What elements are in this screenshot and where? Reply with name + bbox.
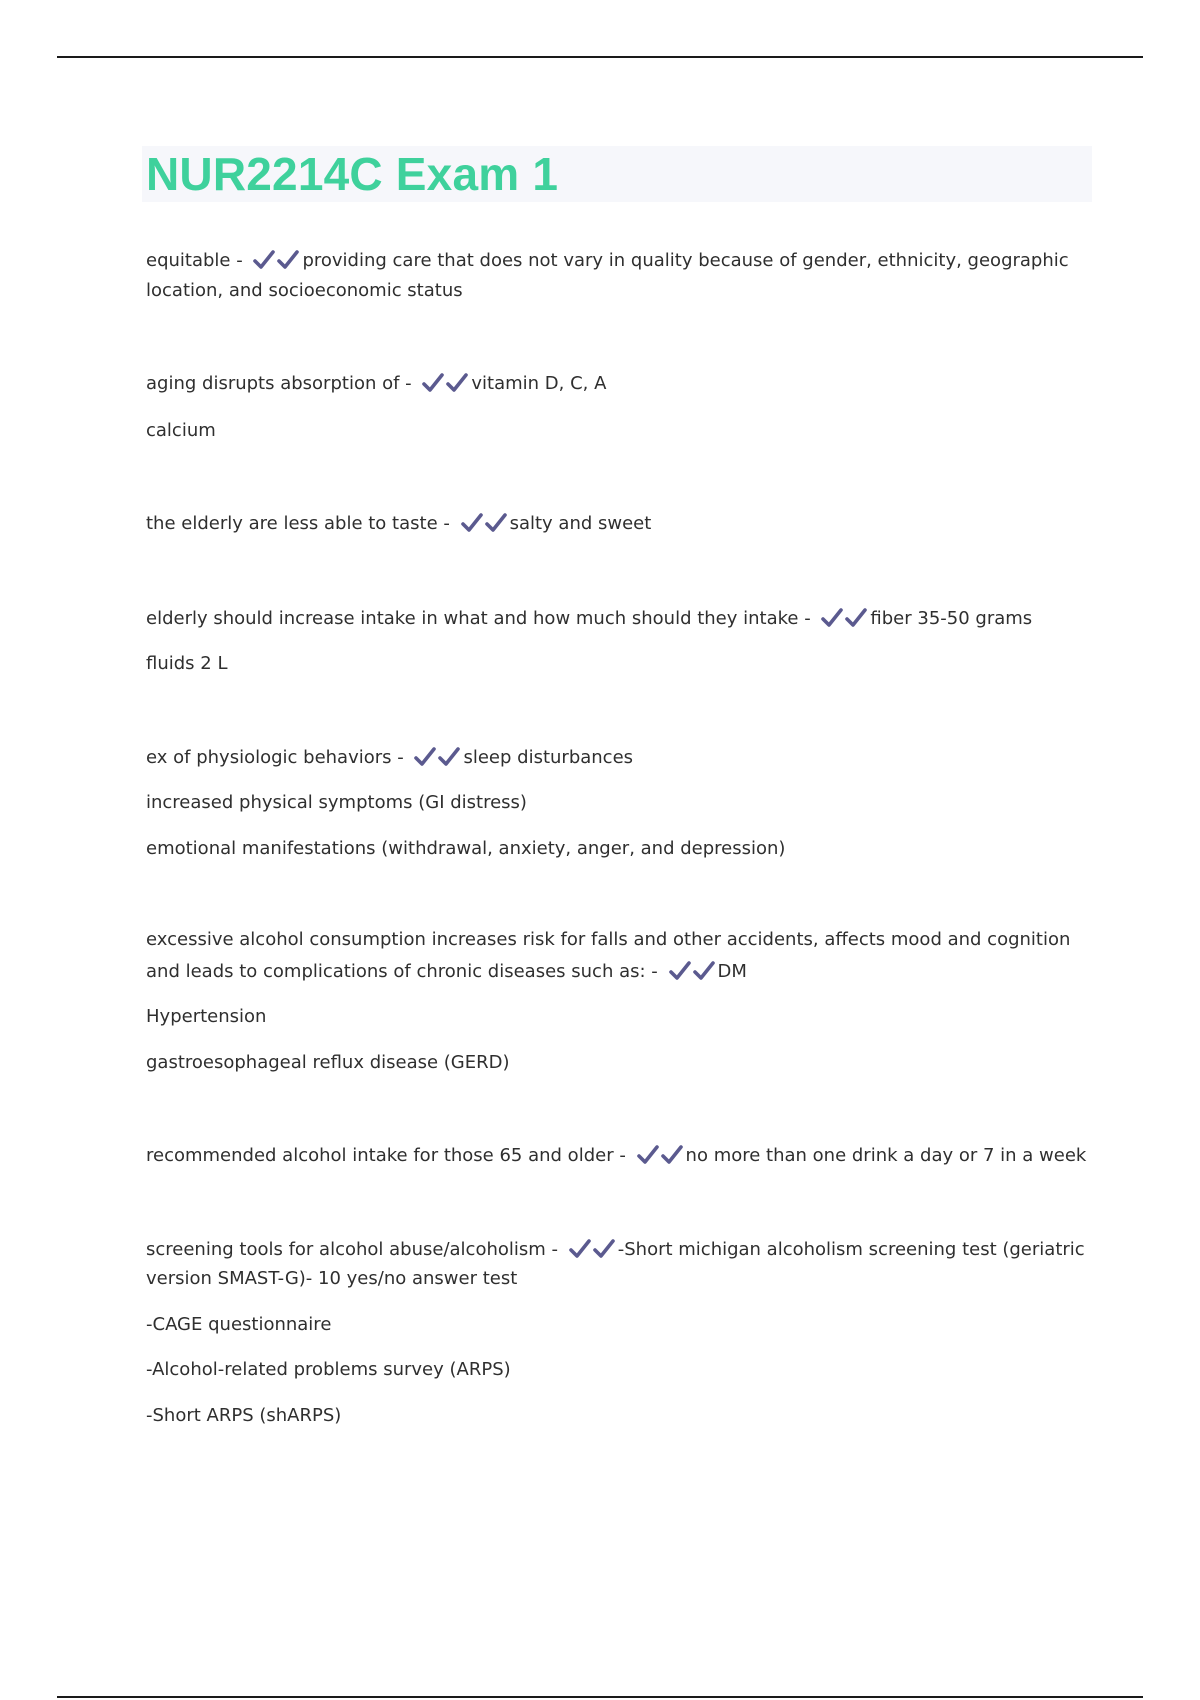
double-check-icon [668,960,716,990]
flashcard-2 [146,369,1096,402]
double-check-icon [460,512,508,542]
double-check-icon [413,746,461,776]
flashcard-4 [146,604,1096,637]
term-6: and leads to complications of chronic diseases such as: - [146,961,664,982]
term-8: screening tools for alcohol abuse/alcoholism - [146,1239,564,1260]
check-icon [413,746,437,768]
check-icon [592,1238,616,1260]
answer-1: providing care that does not vary in quality because of gender, ethnicity, geographic [302,250,1069,271]
term-1: equitable - [146,250,249,271]
check-icon [668,960,692,982]
check-icon [820,607,844,629]
answer-6-extra-1: Hypertension [146,1006,267,1027]
term-4: elderly should increase intake in what and how much should they intake - [146,608,817,629]
flashcard-3 [146,509,1096,542]
check-icon [460,512,484,534]
term-5: ex of physiologic behaviors - [146,747,410,768]
term-7: recommended alcohol intake for those 65 and older - [146,1145,632,1166]
flashcard-5 [146,743,1096,776]
check-icon [844,607,868,629]
double-check-icon [252,249,300,279]
check-icon [276,249,300,271]
check-icon [636,1144,660,1166]
answer-8-continued: version SMAST-G)- 10 yes/no answer test [146,1268,518,1289]
double-check-icon [421,372,469,402]
answer-6: DM [717,961,747,982]
check-icon [445,372,469,394]
answer-3: salty and sweet [509,513,652,534]
term-2: aging disrupts absorption of - [146,373,418,394]
check-icon [437,746,461,768]
term-3: the elderly are less able to taste - [146,513,456,534]
answer-8-extra-3: -Short ARPS (shARPS) [146,1405,342,1426]
document-title: NUR2214C Exam 1 [146,148,559,200]
answer-8: -Short michigan alcoholism screening test (geriatric [617,1239,1085,1260]
answer-2-extra-1: calcium [146,420,216,441]
answer-7: no more than one drink a day or 7 in a week [685,1145,1087,1166]
answer-5-extra-2: emotional manifestations (withdrawal, anxiety, anger, and depression) [146,838,786,859]
answer-1-continued: location, and socioeconomic status [146,280,463,301]
answer-4-extra-1: fluids 2 L [146,653,228,674]
answer-6-extra-2: gastroesophageal reflux disease (GERD) [146,1052,510,1073]
answer-5-extra-1: increased physical symptoms (GI distress) [146,792,527,813]
answer-4: fiber 35-50 grams [870,608,1033,629]
answer-2: vitamin D, C, A [471,373,607,394]
check-icon [692,960,716,982]
check-icon [421,372,445,394]
double-check-icon [820,607,868,637]
double-check-icon [636,1144,684,1174]
flashcard-7 [146,1141,1096,1174]
bottom-rule [57,1696,1143,1698]
answer-5: sleep disturbances [463,747,634,768]
check-icon [568,1238,592,1260]
answer-8-extra-2: -Alcohol-related problems survey (ARPS) [146,1359,511,1380]
flashcard-1 [146,246,1096,279]
check-icon [484,512,508,534]
flashcard-6 [146,957,1096,990]
check-icon [252,249,276,271]
term-6-line-1: excessive alcohol consumption increases risk for falls and other accidents, affects mood and cognition [146,929,1071,950]
check-icon [660,1144,684,1166]
top-rule [57,56,1143,58]
answer-8-extra-1: -CAGE questionnaire [146,1314,332,1335]
